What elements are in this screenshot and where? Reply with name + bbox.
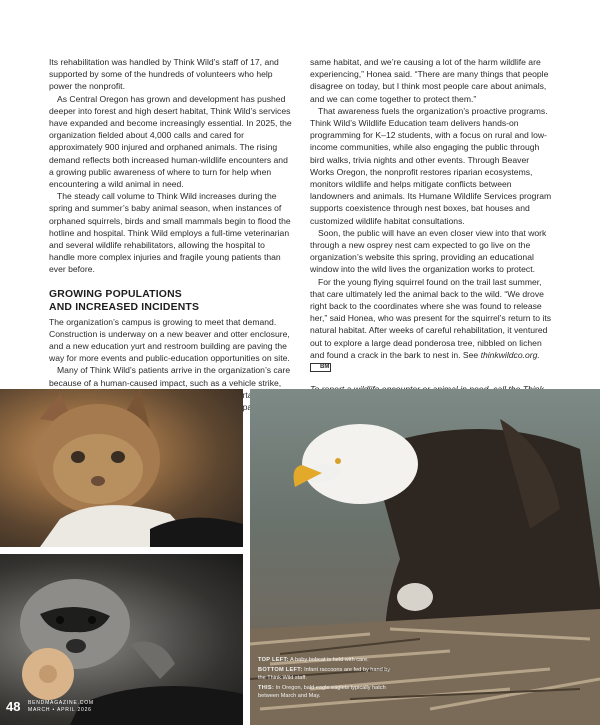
caption-text: A baby bobcat is held with care. [290, 657, 369, 663]
paragraph: The steady call volume to Think Wild increases during the spring and summer’s baby animal season, when instances of orphaned squirrels, birds and small mammals begin to flood the hotline and hospital. Think Wild employs a full-time veterinarian and several wildlife rehabilitators, allowing the hospital to handle more complex injuries and fragile young patients than ever before. [49, 191, 291, 275]
paragraph: As Central Oregon has grown and development has pushed deeper into forest and high desert habitat, Think Wild’s services have expanded and become increasingly essential. In 2025, the organization fielded about 4,000 calls and cared for approximately 900 injured and orphaned animals. The rising demand reflects both increased human-wildlife encounters and a growing public awareness of where to turn for help when encountering a wild animal in need. [49, 93, 292, 190]
caption-bottom-left [258, 667, 398, 682]
page-number: 48 [6, 699, 21, 714]
caption-label: TOP LEFT: [258, 657, 289, 663]
paragraph: Its rehabilitation was handled by Think Wild’s staff of 17, and supported by some of the hundreds of volunteers who help power the nonprofit. [49, 57, 279, 92]
paragraph: same habitat, and we’re causing a lot of the harm wildlife are experiencing,” Honea said. “There are many things that people disagree on today, but I think most people care about animals, and we can come together to protect them.” [310, 57, 549, 104]
website-link[interactable]: thinkwildco.org. [480, 349, 540, 360]
magazine-footer [28, 700, 94, 714]
paragraph: Soon, the public will have an even closer view into that work through a new osprey nest cam expected to go live on the organization’s website this spring, providing an educational window into the wild lives the organization works to protect. [310, 227, 547, 275]
magazine-issue: MARCH • APRIL 2026 [28, 707, 92, 713]
paragraph [310, 276, 554, 374]
caption-this [258, 685, 398, 700]
caption-top-left [258, 657, 398, 664]
photo-captions [258, 657, 398, 703]
paragraph: Many of Think Wild’s patients arrive in the organization’s care because of a human-caused impact, such as a vehicle strike, importance [49, 365, 291, 400]
subhead-line: AND INCREASED INCIDENTS [49, 301, 200, 313]
paragraph: That awareness fuels the organization’s proactive programs. Think Wild’s Wildlife Education team delivers hands-on programming for K–12 students, with a focus on rural and low-income communities, while also engaging the public through bird walks, trivia nights and other events. Through Beaver Works Oregon, the nonprofit restores riparian ecosystems, monitors wildlife and helps mitigate conflicts between landowners and animals. Its Humane Wildlife Services program supports coexistence through nest boxes, bat houses and customized wildlife habitat consultations. [310, 105, 552, 226]
caption-label: BOTTOM LEFT: [258, 667, 303, 674]
article-column-left [49, 56, 293, 413]
article-column-right [310, 56, 554, 408]
section-subhead [49, 288, 293, 314]
caption-text: In Oregon, bald eagle eaglets typically hatch between March and May. [258, 685, 386, 699]
paragraph-text: For the young flying squirrel found on the trail last summer, that care ultimately led the animal back to the wild. “We drove right back to the coordinates where she was found to release her,” said Honea, who was present for the squirrel’s return to its natural habitat. After weeks of careful rehabilitation, it ventured out to explore a large dead ponderosa tree, nibbled on lichen and found a crack in the bark to nest in. See [310, 276, 552, 360]
caption-label: THIS: [258, 685, 275, 692]
bobcat-illustration [0, 389, 243, 547]
subhead-line: GROWING POPULATIONS [49, 288, 182, 300]
end-mark-icon: BM [310, 363, 331, 372]
magazine-website: BENDMAGAZINE.COM [28, 700, 94, 706]
paragraph: The organization’s campus is growing to meet that demand. Construction is underway on a new beaver and otter enclosure, and a new education yurt and restroom building are paving the way for more events and public-education opportunities on site. [49, 316, 290, 364]
caption-text: Infant raccoons are fed by hand by the Think Wild staff. [258, 667, 391, 681]
bobcat-photo [0, 389, 243, 547]
